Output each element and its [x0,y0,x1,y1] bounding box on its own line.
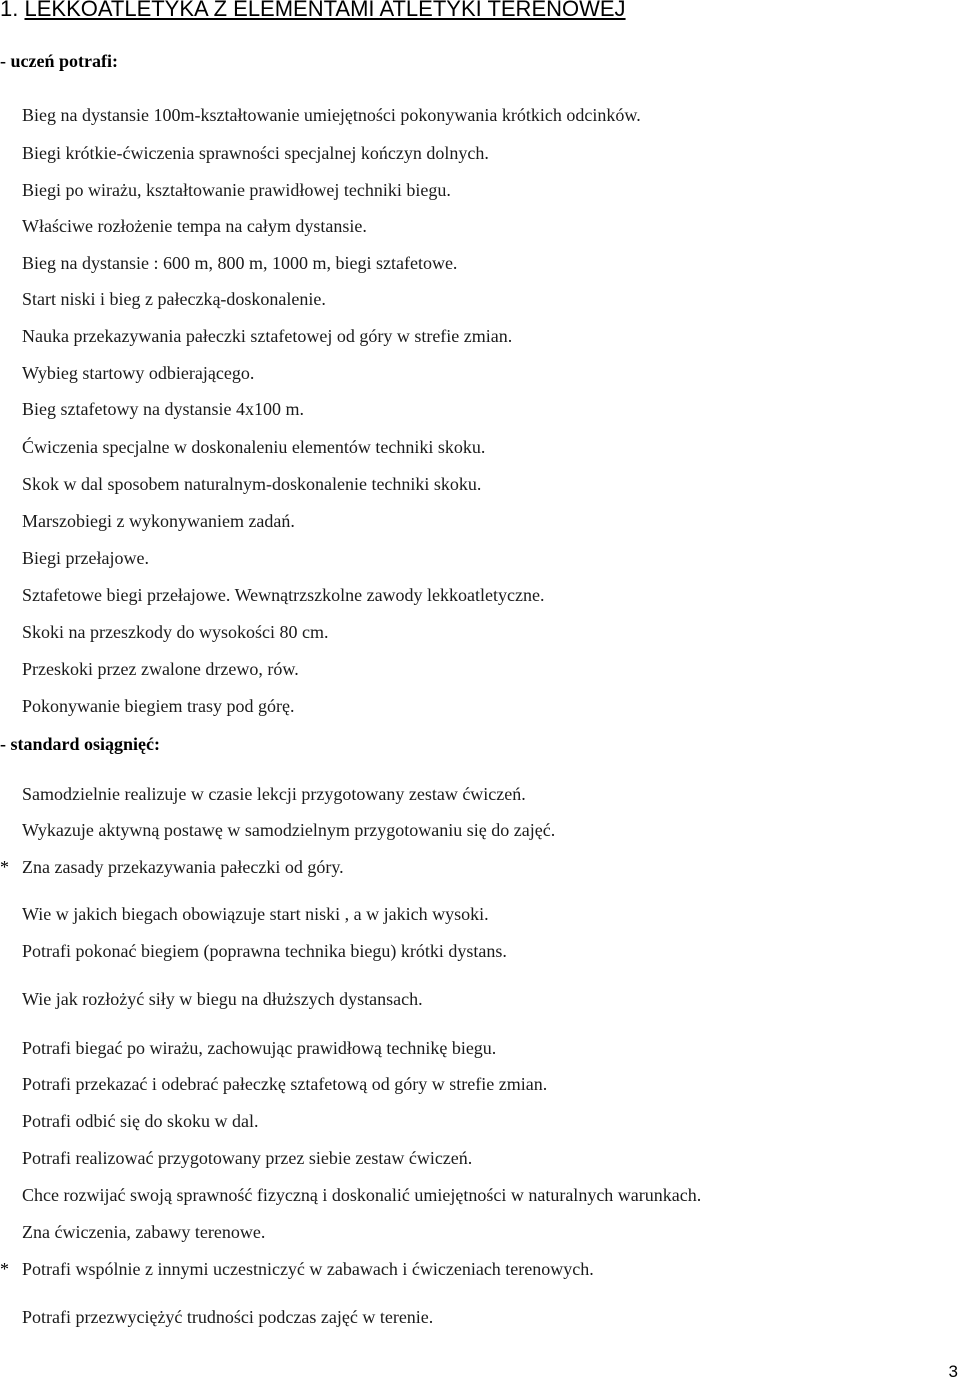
skill-item: Właściwe rozłożenie tempa na całym dystansie. [22,216,367,236]
skill-item: Wybieg startowy odbierającego. [22,363,255,383]
standard-item: Potrafi pokonać biegiem (poprawna technika biegu) krótki dystans. [22,941,507,961]
section-label-skills: - uczeń potrafi: [0,51,118,71]
skill-item: Przeskoki przez zwalone drzewo, rów. [22,659,299,679]
standard-item: Zna ćwiczenia, zabawy terenowe. [22,1222,266,1242]
skill-item: Pokonywanie biegiem trasy pod górę. [22,696,295,716]
page-number: 3 [948,1362,958,1381]
skill-item: Nauka przekazywania pałeczki sztafetowej od góry w strefie zmian. [22,326,513,346]
standard-item: Potrafi przekazać i odebrać pałeczkę sztafetową od góry w strefie zmian. [22,1074,548,1094]
standard-item: Potrafi realizować przygotowany przez siebie zestaw ćwiczeń. [22,1148,473,1168]
standard-item: Potrafi biegać po wirażu, zachowując prawidłową technikę biegu. [22,1038,497,1058]
standard-item: Potrafi przezwyciężyć trudności podczas zajęć w terenie. [22,1307,434,1327]
standard-item: Zna zasady przekazywania pałeczki od góry. [22,857,344,877]
asterisk-marker: * [0,1259,9,1279]
skill-item: Skoki na przeszkody do wysokości 80 cm. [22,622,329,642]
skill-item: Skok w dal sposobem naturalnym-doskonalenie techniki skoku. [22,474,482,494]
skill-item: Bieg na dystansie 100m-kształtowanie umiejętności pokonywania krótkich odcinków. [22,105,641,125]
standard-item: Potrafi odbić się do skoku w dal. [22,1111,259,1131]
standard-item: Potrafi wspólnie z innymi uczestniczyć w zabawach i ćwiczeniach terenowych. [22,1259,594,1279]
asterisk-marker: * [0,857,9,877]
skill-item: Biegi po wirażu, kształtowanie prawidłowej techniki biegu. [22,180,451,200]
standard-item: Wie w jakich biegach obowiązuje start niski , a w jakich wysoki. [22,904,489,924]
skill-item: Marszobiegi z wykonywaniem zadań. [22,511,295,531]
standard-item: Chce rozwijać swoją sprawność fizyczną i doskonalić umiejętności w naturalnych warunkach. [22,1185,702,1205]
skill-item: Biegi krótkie-ćwiczenia sprawności specjalnej kończyn dolnych. [22,143,489,163]
heading-title: LEKKOATLETYKA Z ELEMENTAMI ATLETYKI TERENOWEJ [24,0,626,21]
skill-item: Bieg na dystansie : 600 m, 800 m, 1000 m, biegi sztafetowe. [22,253,458,273]
skill-item: Start niski i bieg z pałeczką-doskonalenie. [22,289,326,309]
section-label-standards: - standard osiągnięć: [0,734,161,754]
heading-number: 1. [0,0,19,21]
skill-item: Sztafetowe biegi przełajowe. Wewnątrzszkolne zawody lekkoatletyczne. [22,585,545,605]
standard-item: Wie jak rozłożyć siły w biegu na dłuższych dystansach. [22,989,423,1009]
skill-item: Biegi przełajowe. [22,548,149,568]
section-heading [0,0,626,24]
skill-item: Bieg sztafetowy na dystansie 4x100 m. [22,399,304,419]
skill-item: Ćwiczenia specjalne w doskonaleniu elementów techniki skoku. [22,437,486,457]
standard-item: Wykazuje aktywną postawę w samodzielnym przygotowaniu się do zajęć. [22,820,556,840]
standard-item: Samodzielnie realizuje w czasie lekcji przygotowany zestaw ćwiczeń. [22,784,526,804]
